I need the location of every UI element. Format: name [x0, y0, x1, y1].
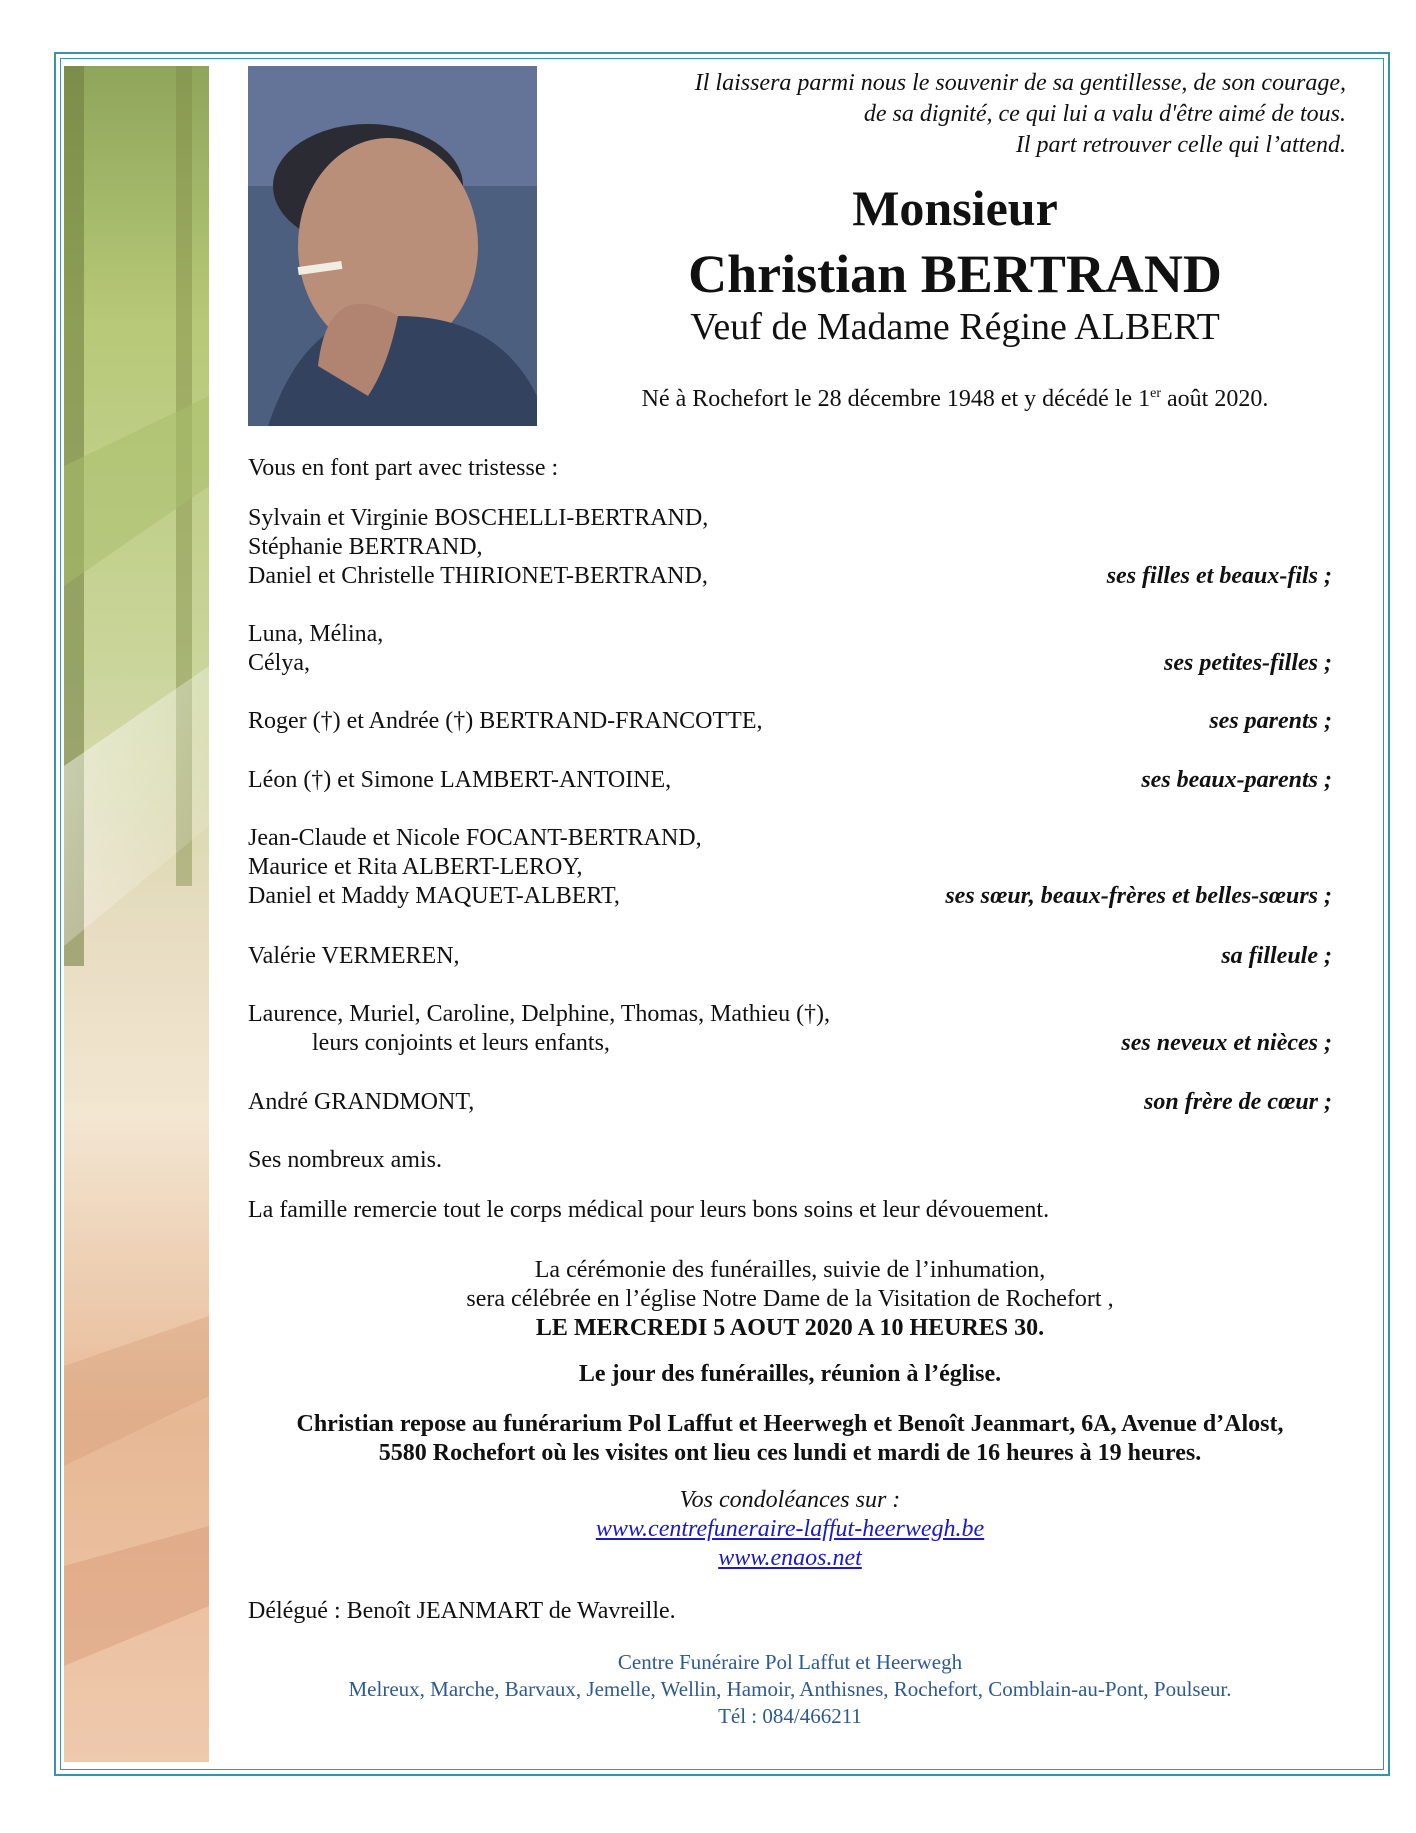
birth-end: août 2020.: [1161, 386, 1269, 412]
ceremony-block: [248, 1256, 1332, 1343]
rest-line: Christian repose au funérarium Pol Laffut et Heerwegh et Benoît Jeanmart, 6A, Avenue d’Alost,: [296, 1411, 1284, 1437]
ceremony-line: sera célébrée en l’église Notre Dame de la Visitation de Rochefort ,: [466, 1286, 1114, 1312]
family-group-siblings: [248, 824, 1332, 911]
family-group-daughters: [248, 504, 1332, 591]
thanks-line: La famille remercie tout le corps médical pour leurs bons soins et leur dévouement.: [248, 1197, 1050, 1223]
family-line: leurs conjoints et leurs enfants,: [312, 1030, 610, 1056]
rest-block: [248, 1410, 1332, 1468]
family-line: Célya,: [248, 650, 310, 676]
rest-line: 5580 Rochefort où les visites ont lieu ces lundi et mardi de 16 heures à 19 heures.: [378, 1440, 1202, 1466]
intro-text: Vous en font part avec tristesse :: [248, 455, 559, 481]
footer-name: Centre Funéraire Pol Laffut et Heerwegh: [617, 1650, 963, 1674]
condolences-link[interactable]: www.centrefuneraire-laffut-heerwegh.be: [595, 1516, 985, 1542]
family-line: Luna, Mélina,: [248, 621, 384, 647]
family-line: Léon (†) et Simone LAMBERT-ANTOINE,: [248, 767, 672, 793]
family-line: Valérie VERMEREN,: [248, 943, 460, 969]
footer-phone: Tél : 084/466211: [718, 1704, 862, 1728]
family-line: Daniel et Maddy MAQUET-ALBERT,: [248, 883, 620, 909]
birth-text: Né à Rochefort le 28 décembre 1948 et y décédé le 1: [641, 386, 1151, 412]
family-group-granddaughters: [248, 620, 1332, 678]
forest-path-image: [64, 66, 209, 1762]
delegate-line: Délégué : Benoît JEANMART de Wavreille.: [248, 1598, 676, 1624]
ceremony-date: LE MERCREDI 5 AOUT 2020 A 10 HEURES 30.: [535, 1315, 1045, 1341]
ceremony-line: La cérémonie des funérailles, suivie de l’inhumation,: [534, 1257, 1046, 1283]
funeral-home-footer: [248, 1649, 1332, 1730]
footer-places: Melreux, Marche, Barvaux, Jemelle, Wellin, Hamoir, Anthisnes, Rochefort, Comblain-au-Pont, Poulseur.: [348, 1677, 1232, 1701]
family-line: Stéphanie BERTRAND,: [248, 534, 483, 560]
relation-label: ses petites-filles ;: [1164, 650, 1332, 676]
condolences-label: Vos condoléances sur :: [679, 1487, 901, 1513]
meeting-line: Le jour des funérailles, réunion à l’église.: [578, 1361, 1002, 1387]
portrait-photo: [248, 66, 537, 426]
quote-line: de sa dignité, ce qui lui a valu d'être aimé de tous.: [863, 101, 1346, 127]
relation-label: ses parents ;: [1209, 708, 1332, 734]
enaos-link[interactable]: www.enaos.net: [718, 1545, 862, 1571]
family-line: Laurence, Muriel, Caroline, Delphine, Thomas, Mathieu (†),: [248, 1001, 831, 1027]
quote-line: Il part retrouver celle qui l’attend.: [1015, 132, 1346, 158]
family-line: Daniel et Christelle THIRIONET-BERTRAND,: [248, 563, 708, 589]
condolences-block: [248, 1486, 1332, 1573]
relation-label: ses sœur, beaux-frères et belles-sœurs ;: [945, 883, 1332, 909]
widow-line: Veuf de Madame Régine ALBERT: [690, 306, 1220, 348]
relation-label: ses neveux et nièces ;: [1121, 1030, 1332, 1056]
family-group-brother-of-heart: [248, 1088, 1332, 1117]
birth-death-line: [560, 379, 1350, 414]
deceased-name: Christian BERTRAND: [688, 244, 1222, 304]
relation-label: son frère de cœur ;: [1144, 1089, 1332, 1115]
family-line: Jean-Claude et Nicole FOCANT-BERTRAND,: [248, 825, 702, 851]
family-line: André GRANDMONT,: [248, 1089, 475, 1115]
relation-label: ses beaux-parents ;: [1141, 767, 1332, 793]
family-group-nephews: [248, 1000, 1332, 1058]
birth-sup: er: [1150, 386, 1161, 401]
family-line: Maurice et Rita ALBERT-LEROY,: [248, 854, 583, 880]
family-line: Sylvain et Virginie BOSCHELLI-BERTRAND,: [248, 505, 709, 531]
honorific: Monsieur: [852, 180, 1058, 236]
relation-label: ses filles et beaux-fils ;: [1106, 563, 1332, 589]
friends-line: Ses nombreux amis.: [248, 1147, 442, 1173]
quote-line: Il laissera parmi nous le souvenir de sa gentillesse, de son courage,: [694, 70, 1346, 96]
family-group-goddaughter: [248, 942, 1332, 971]
family-line: Roger (†) et Andrée (†) BERTRAND-FRANCOTTE,: [248, 708, 763, 734]
family-group-parents-in-law: [248, 766, 1332, 795]
family-group-parents: [248, 707, 1332, 736]
memorial-quote: [566, 68, 1346, 161]
relation-label: sa filleule ;: [1221, 943, 1332, 969]
